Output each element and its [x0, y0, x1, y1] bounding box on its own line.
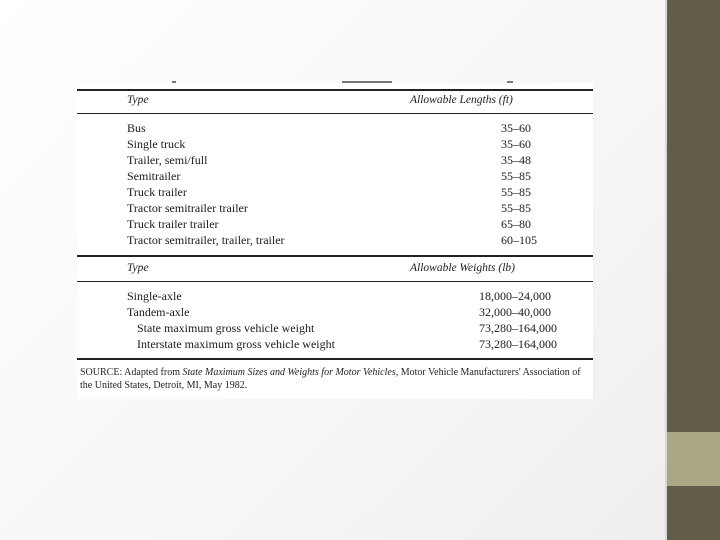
vehicle-type: Tractor semitrailer trailer: [127, 201, 248, 215]
lengths-header-rule: [77, 113, 593, 114]
table-row: [127, 289, 593, 305]
lengths-type-header: Type: [127, 94, 149, 106]
weight-type: Single-axle: [127, 289, 182, 303]
vehicle-type: Truck trailer: [127, 185, 187, 199]
vehicle-type: Tractor semitrailer, trailer, trailer: [127, 233, 285, 247]
sidebar-accent-middle: [667, 432, 720, 486]
source-suffix: , Motor Vehicle Manufacturers' Association of the United States, Detroit, MI, May 1982.: [80, 367, 581, 391]
allowable-length: 35–60: [501, 121, 531, 135]
allowable-length: 55–85: [501, 185, 531, 199]
vehicle-type: Bus: [127, 121, 146, 135]
weights-type-header: Type: [127, 262, 149, 274]
table-row: [127, 233, 593, 249]
vehicle-type: Semitrailer: [127, 169, 181, 183]
allowable-weight: 73,280–164,000: [479, 337, 557, 351]
weight-type: Tandem-axle: [127, 305, 190, 319]
vehicle-type: Truck trailer trailer: [127, 217, 219, 231]
allowable-length: 55–85: [501, 201, 531, 215]
sidebar-accent-top: [667, 0, 720, 432]
allowable-length: 35–48: [501, 153, 531, 167]
vehicle-size-weight-table: [77, 83, 593, 399]
bottom-rule: [77, 358, 593, 360]
sidebar-accent-bottom: [667, 486, 720, 540]
table-row: [127, 169, 593, 185]
crop-artifact: [172, 81, 176, 83]
table-row: [127, 305, 593, 321]
weights-header-rule: [77, 281, 593, 282]
weight-type: State maximum gross vehicle weight: [137, 321, 315, 335]
source-note: [80, 366, 592, 392]
allowable-weight: 73,280–164,000: [479, 321, 557, 335]
table-row: [127, 153, 593, 169]
allowable-length: 35–60: [501, 137, 531, 151]
weights-value-header: Allowable Weights (lb): [410, 262, 515, 274]
crop-artifact: [342, 81, 392, 83]
table-row: [127, 337, 593, 353]
allowable-length: 60–105: [501, 233, 537, 247]
lengths-value-header: Allowable Lengths (ft): [410, 94, 513, 106]
table-row: [127, 121, 593, 137]
section-rule: [77, 255, 593, 257]
table-row: [127, 201, 593, 217]
allowable-length: 65–80: [501, 217, 531, 231]
vehicle-type: Single truck: [127, 137, 186, 151]
source-prefix: SOURCE: Adapted from: [80, 367, 183, 378]
vehicle-type: Trailer, semi/full: [127, 153, 208, 167]
table-row: [127, 321, 593, 337]
crop-artifact: [507, 81, 513, 83]
allowable-weight: 18,000–24,000: [479, 289, 551, 303]
allowable-weight: 32,000–40,000: [479, 305, 551, 319]
table-row: [127, 185, 593, 201]
table-row: [127, 217, 593, 233]
top-rule: [77, 89, 593, 91]
source-title: State Maximum Sizes and Weights for Motor Vehicles: [182, 367, 396, 378]
table-row: [127, 137, 593, 153]
weight-type: Interstate maximum gross vehicle weight: [137, 337, 335, 351]
allowable-length: 55–85: [501, 169, 531, 183]
